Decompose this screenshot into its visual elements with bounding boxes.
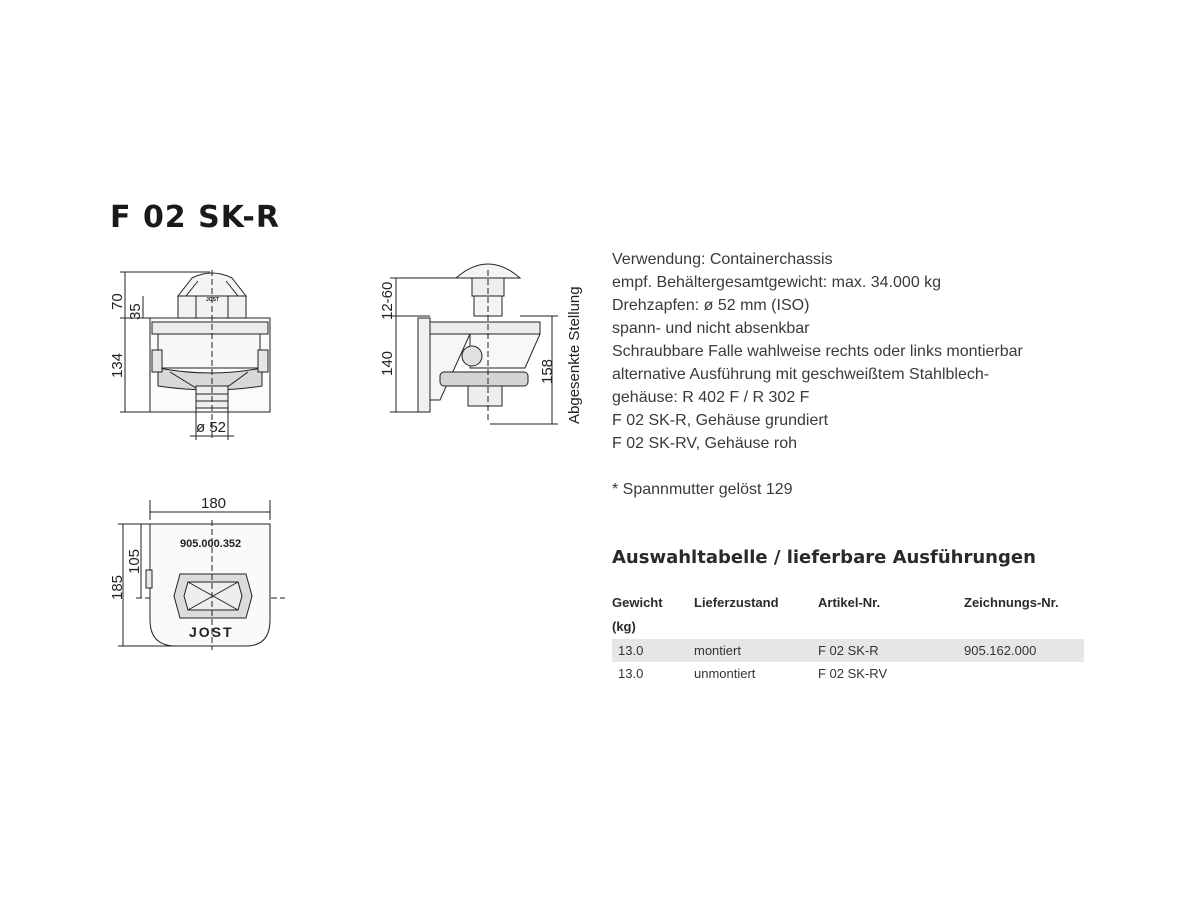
table-row: 13.0 unmontiert F 02 SK-RV [618,666,888,681]
front-logo: JOST [206,297,220,303]
dim-180: 180 [201,495,227,512]
jost-logo: JOST [189,624,234,640]
dim-dia52: ø 52 [196,419,227,436]
dim-140: 140 [379,350,396,376]
spec-line: Verwendung: Containerchassis [612,251,833,268]
header-article: Artikel-Nr. [818,595,881,610]
dim-12-60: 12-60 [379,281,396,320]
spec-line: F 02 SK-R, Gehäuse grundiert [612,412,829,429]
dim-35: 35 [127,303,144,320]
header-condition: Lieferzustand [694,595,779,610]
product-title: F 02 SK-R [110,200,280,235]
dim-185: 185 [109,574,126,600]
selection-table [612,591,1084,685]
specifications [612,248,1172,501]
header-weight: Gewicht (kg) [612,595,663,634]
footnote: * Spannmutter gelöst 129 [612,481,793,498]
spec-line: spann- und nicht absenkbar [612,320,810,337]
lowered-position-label: Abgesenkte Stellung [566,286,583,424]
dim-158: 158 [539,358,556,384]
top-part-number: 905.000.352 [180,538,242,550]
dim-70: 70 [109,293,126,310]
table-header [612,591,1084,639]
dim-105: 105 [126,548,143,574]
front-view-drawing [120,270,270,440]
selection-table-title: Auswahltabelle / lieferbare Ausführungen [612,547,1036,568]
spec-line: alternative Ausführung mit geschweißtem Stahlblech- [612,366,990,383]
spec-line: Drehzapfen: ø 52 mm (ISO) [612,297,810,314]
header-drawing: Zeichnungs-Nr. [964,595,1059,610]
spec-line: gehäuse: R 402 F / R 302 F [612,389,810,406]
spec-line: Schraubbare Falle wahlweise rechts oder links montierbar [612,343,1023,360]
spec-line: empf. Behältergesamtgewicht: max. 34.000 kg [612,274,942,291]
dim-134: 134 [109,352,126,378]
side-view-drawing [390,264,558,424]
spec-line: F 02 SK-RV, Gehäuse roh [612,435,797,452]
table-row: 13.0 montiert F 02 SK-R 905.162.000 [612,639,1084,662]
